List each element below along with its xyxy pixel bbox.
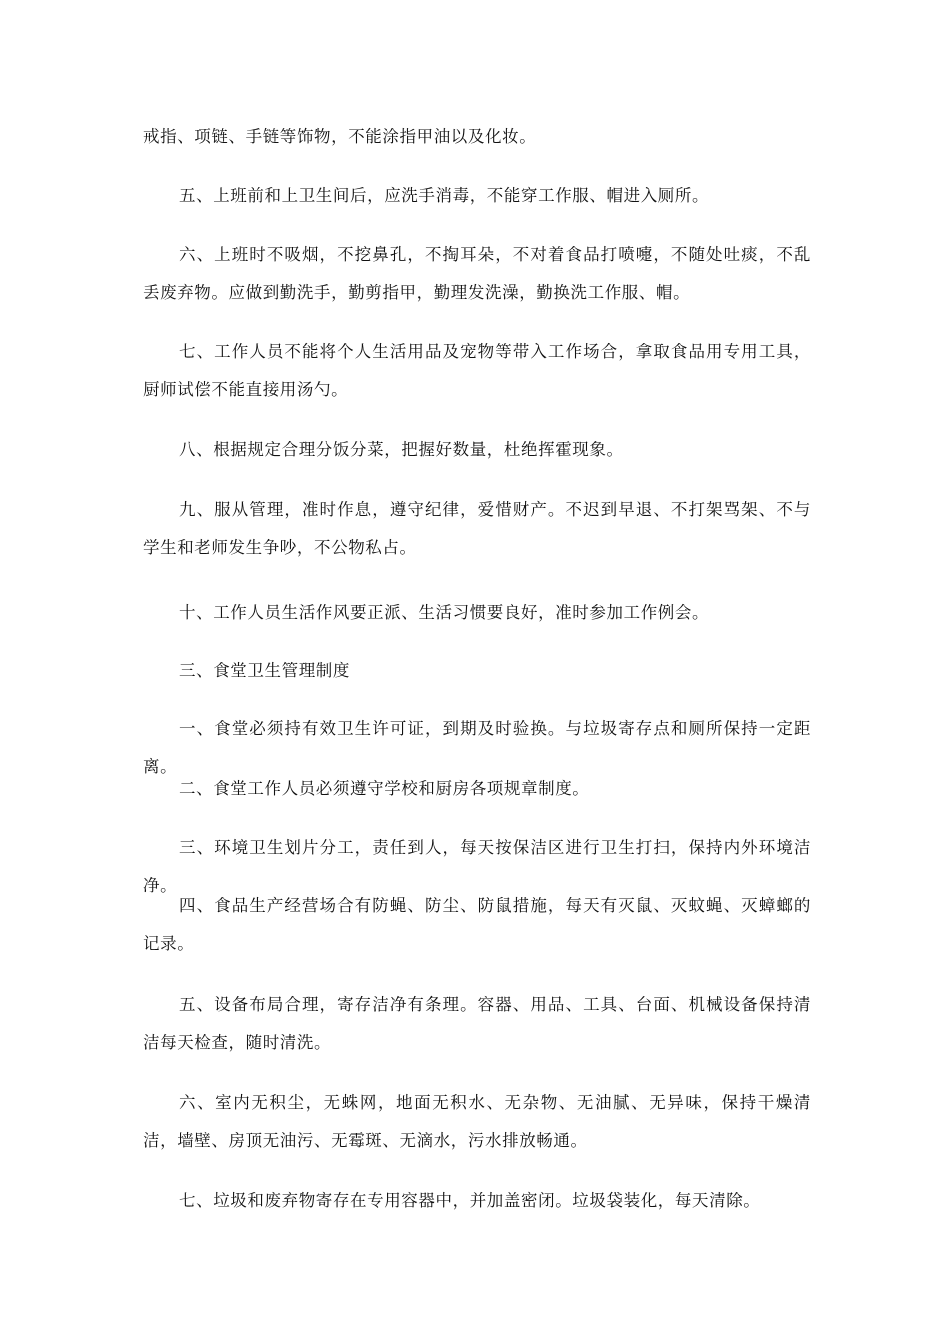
- paragraph-rule-5: 五、上班前和上卫生间后，应洗手消毒，不能穿工作服、帽进入厕所。: [179, 186, 710, 205]
- paragraph-rule-6: 六、上班时不吸烟，不挖鼻孔，不掏耳朵，不对着食品打喷嚏，不随处吐痰，不乱丢废弃物。应做到勤洗手，勤剪指甲，勤理发洗澡，勤换洗工作服、帽。: [143, 245, 811, 302]
- paragraph-hygiene-6: 六、室内无积尘，无蛛网，地面无积水、无杂物、无油腻、无异味，保持干燥清洁，墙壁、房顶无油污、无霉斑、无滴水，污水排放畅通。: [143, 1093, 811, 1150]
- paragraph-hygiene-3: 三、环境卫生划片分工，责任到人，每天按保洁区进行卫生打扫，保持内外环境洁净。: [143, 838, 811, 895]
- paragraph-hygiene-4: 四、食品生产经营场合有防蝇、防尘、防鼠措施，每天有灭鼠、灭蚊蝇、灭蟑螂的记录。: [143, 896, 811, 953]
- paragraph-hygiene-2: 二、食堂工作人员必须遵守学校和厨房各项规章制度。: [179, 779, 590, 798]
- paragraph-hygiene-5: 五、设备布局合理，寄存洁净有条理。容器、用品、工具、台面、机械设备保持清洁每天检查，随时清洗。: [143, 995, 811, 1052]
- paragraph-rule-10: 十、工作人员生活作风要正派、生活习惯要良好，准时参加工作例会。: [179, 603, 710, 622]
- paragraph-rule-8: 八、根据规定合理分饭分菜，把握好数量，杜绝挥霍现象。: [179, 440, 624, 459]
- paragraph-hygiene-1: 一、食堂必须持有效卫生许可证，到期及时验换。与垃圾寄存点和厕所保持一定距离。: [143, 719, 811, 776]
- paragraph-rule-7: 七、工作人员不能将个人生活用品及宠物等带入工作场合，拿取食品用专用工具，厨师试偿不能直接用汤勺。: [143, 342, 811, 399]
- section-heading: 三、食堂卫生管理制度: [179, 661, 350, 680]
- paragraph-hygiene-7: 七、垃圾和废弃物寄存在专用容器中，并加盖密闭。垃圾袋装化，每天清除。: [179, 1191, 761, 1210]
- paragraph-rule-9: 九、服从管理，准时作息，遵守纪律，爱惜财产。不迟到早退、不打架骂架、不与学生和老师发生争吵，不公物私占。: [143, 500, 811, 557]
- paragraph-continuation: 戒指、项链、手链等饰物，不能涂指甲油以及化妆。: [143, 127, 537, 146]
